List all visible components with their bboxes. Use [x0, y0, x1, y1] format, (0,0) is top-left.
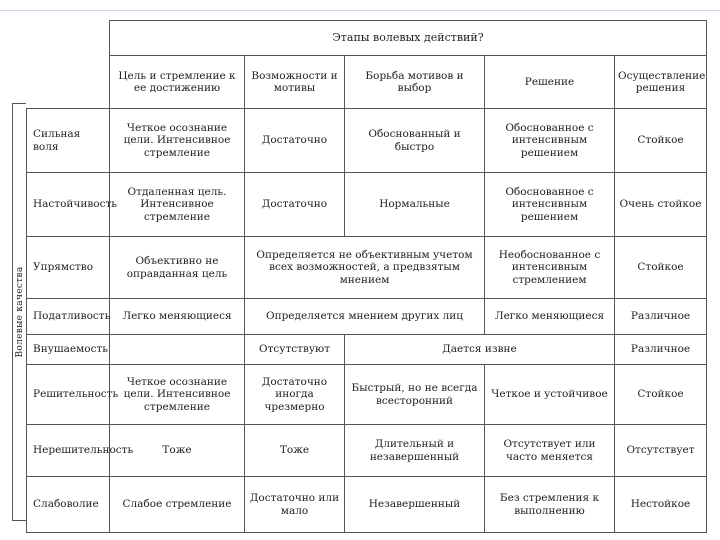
table-cell: Достаточно или мало	[245, 477, 345, 533]
table-row	[27, 335, 707, 365]
table-cell: Достаточно	[245, 109, 345, 173]
quality-cell: Слабоволие	[27, 477, 110, 533]
table-cell: Четкое осознание цели. Интенсивное стремление	[110, 109, 245, 173]
table-cell: Длительный и незавершенный	[345, 425, 485, 477]
table-row	[27, 477, 707, 533]
quality-cell: Упрямство	[27, 237, 110, 299]
table-cell: Достаточно	[245, 173, 345, 237]
table-row	[27, 425, 707, 477]
table-cell: Отсутствует	[615, 425, 707, 477]
table-cell: Стойкое	[615, 365, 707, 425]
table-cell: Обоснованное с интенсивным решением	[485, 173, 615, 237]
table-cell: Обоснованный и быстро	[345, 109, 485, 173]
volitional-stages-table	[26, 20, 707, 533]
table-cell: Отдаленная цель. Интенсивное стремление	[110, 173, 245, 237]
top-divider	[0, 10, 720, 11]
table-cell: Отсутствует или часто меняется	[485, 425, 615, 477]
quality-cell: Сильная воля	[27, 109, 110, 173]
stages-title: Этапы волевых действий?	[110, 21, 707, 56]
table-cell: Без стремления к выполнению	[485, 477, 615, 533]
table-cell: Отсутствуют	[245, 335, 345, 365]
table-cell: Быстрый, но не всегда всесторонний	[345, 365, 485, 425]
side-label-text: Волевые качества	[14, 266, 25, 358]
table-cell: Стойкое	[615, 237, 707, 299]
table-cell: Различное	[615, 299, 707, 335]
column-header: Возможности и мотивы	[245, 56, 345, 109]
quality-cell: Настойчивость	[27, 173, 110, 237]
column-header-row	[27, 56, 707, 109]
table-cell	[110, 335, 245, 365]
table-cell: Тоже	[245, 425, 345, 477]
quality-cell: Нерешительность	[27, 425, 110, 477]
table-cell: Слабое стремление	[110, 477, 245, 533]
table-cell: Очень стойкое	[615, 173, 707, 237]
quality-cell: Внушаемость	[27, 335, 110, 365]
column-header: Борьба мотивов и выбор	[345, 56, 485, 109]
table-row	[27, 237, 707, 299]
table-cell-merged: Дается извне	[345, 335, 615, 365]
table-cell: Четкое и устойчивое	[485, 365, 615, 425]
table-cell: Объективно не оправданная цель	[110, 237, 245, 299]
quality-cell: Податливость	[27, 299, 110, 335]
volitional-qualities-label	[12, 103, 26, 521]
table-cell: Четкое осознание цели. Интенсивное стремление	[110, 365, 245, 425]
table-row	[27, 109, 707, 173]
table-cell: Легко меняющиеся	[110, 299, 245, 335]
table-cell: Обоснованное с интенсивным решением	[485, 109, 615, 173]
table-cell: Необоснованное с интенсивным стремлением	[485, 237, 615, 299]
table-row	[27, 365, 707, 425]
column-header: Осуществление решения	[615, 56, 707, 109]
table-cell-merged: Определяется не объективным учетом всех возможностей, а предвзятым мнением	[245, 237, 485, 299]
column-header: Цель и стремление к ее достижению	[110, 56, 245, 109]
column-header: Решение	[485, 56, 615, 109]
table-cell: Достаточно иногда чрезмерно	[245, 365, 345, 425]
table-cell: Тоже	[110, 425, 245, 477]
table-row	[27, 173, 707, 237]
table-cell: Стойкое	[615, 109, 707, 173]
table-cell: Различное	[615, 335, 707, 365]
table-row	[27, 299, 707, 335]
table-cell: Нормальные	[345, 173, 485, 237]
table-cell: Незавершенный	[345, 477, 485, 533]
table-cell: Нестойкое	[615, 477, 707, 533]
table-cell: Легко меняющиеся	[485, 299, 615, 335]
table-cell-merged: Определяется мнением других лиц	[245, 299, 485, 335]
corner-blank	[27, 21, 110, 109]
table-title-row	[27, 21, 707, 56]
quality-cell: Решительность	[27, 365, 110, 425]
